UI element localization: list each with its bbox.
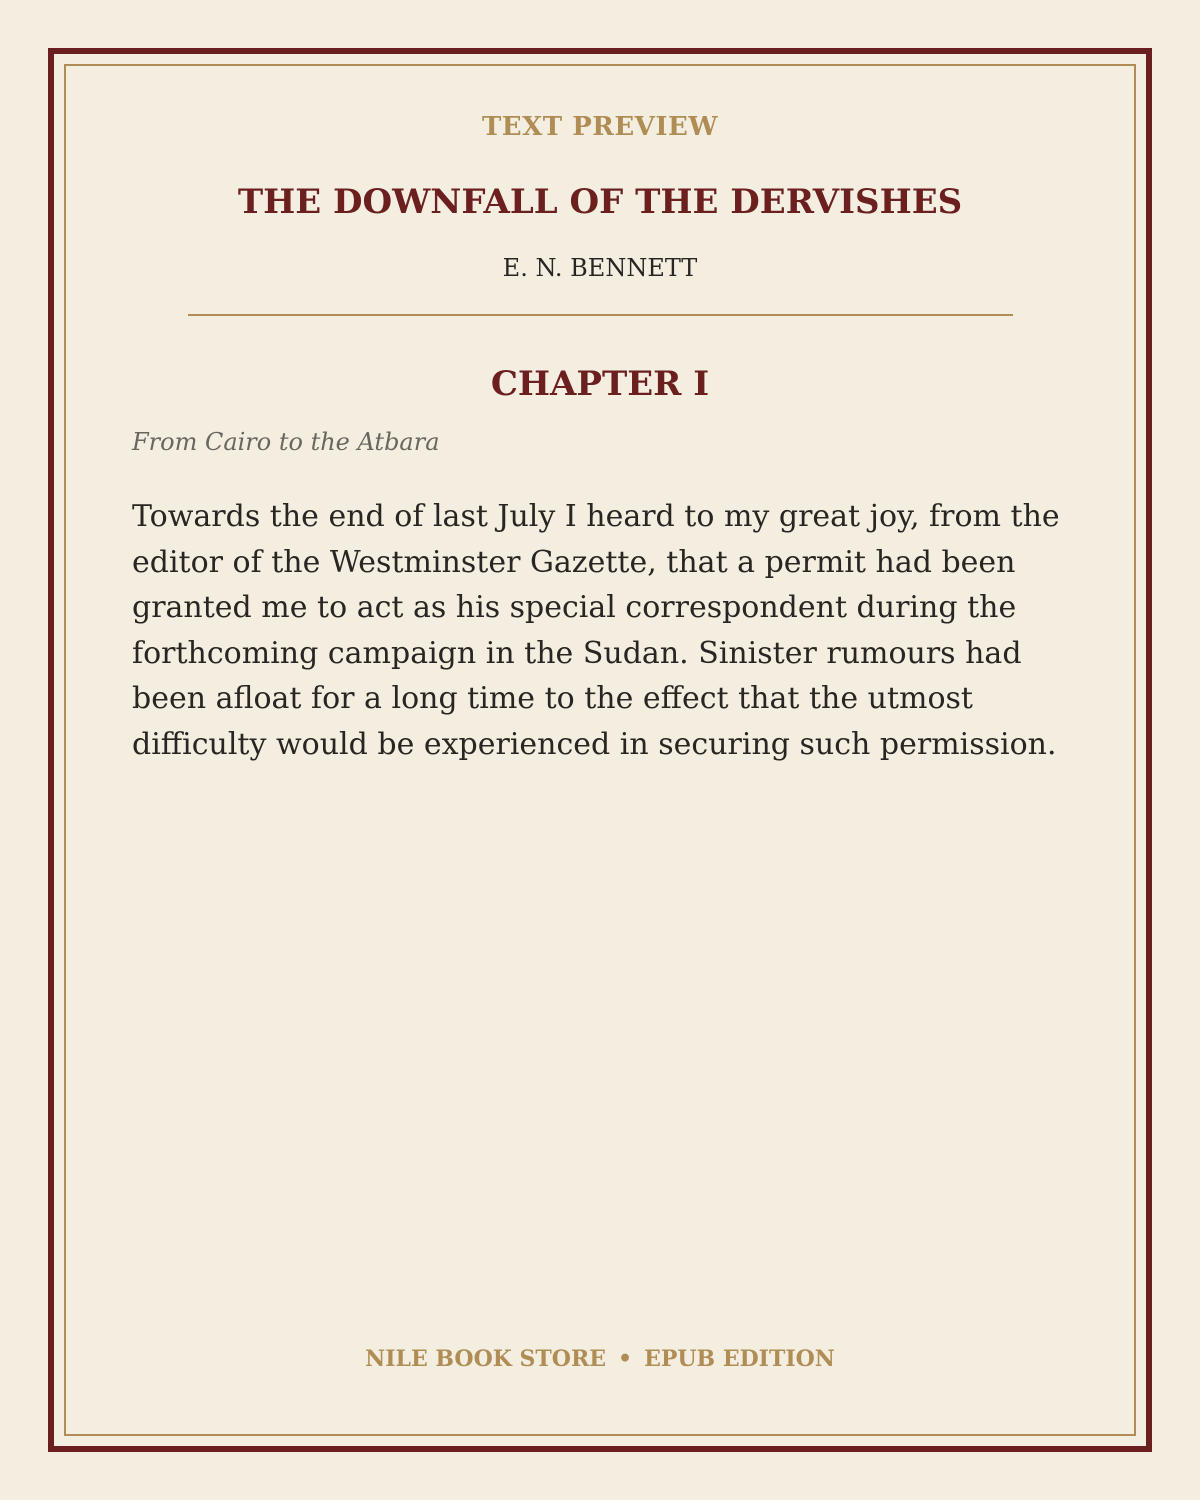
book-author: E. N. BENNETT	[502, 254, 698, 282]
footer	[0, 1346, 1200, 1372]
chapter-body-text: Towards the end of last July I heard to my great joy, from the editor of the Westminster Gazette, that a permit had been granted me to act as his special correspondent during the forthcoming campaign in the Sudan. Sinister rumours had been afloat for a long time to the effect that the utmost difficulty would be experienced in securing such permission.	[132, 499, 1060, 762]
footer-store-name: NILE BOOK STORE	[365, 1346, 606, 1372]
preview-label: TEXT PREVIEW	[481, 112, 719, 142]
footer-edition: EPUB EDITION	[644, 1346, 835, 1372]
title-divider	[188, 314, 1013, 316]
chapter-heading: CHAPTER I	[490, 364, 710, 404]
footer-separator-dot: •	[618, 1346, 633, 1372]
book-title: THE DOWNFALL OF THE DERVISHES	[237, 182, 963, 222]
chapter-subtitle: From Cairo to the Atbara	[132, 428, 440, 456]
